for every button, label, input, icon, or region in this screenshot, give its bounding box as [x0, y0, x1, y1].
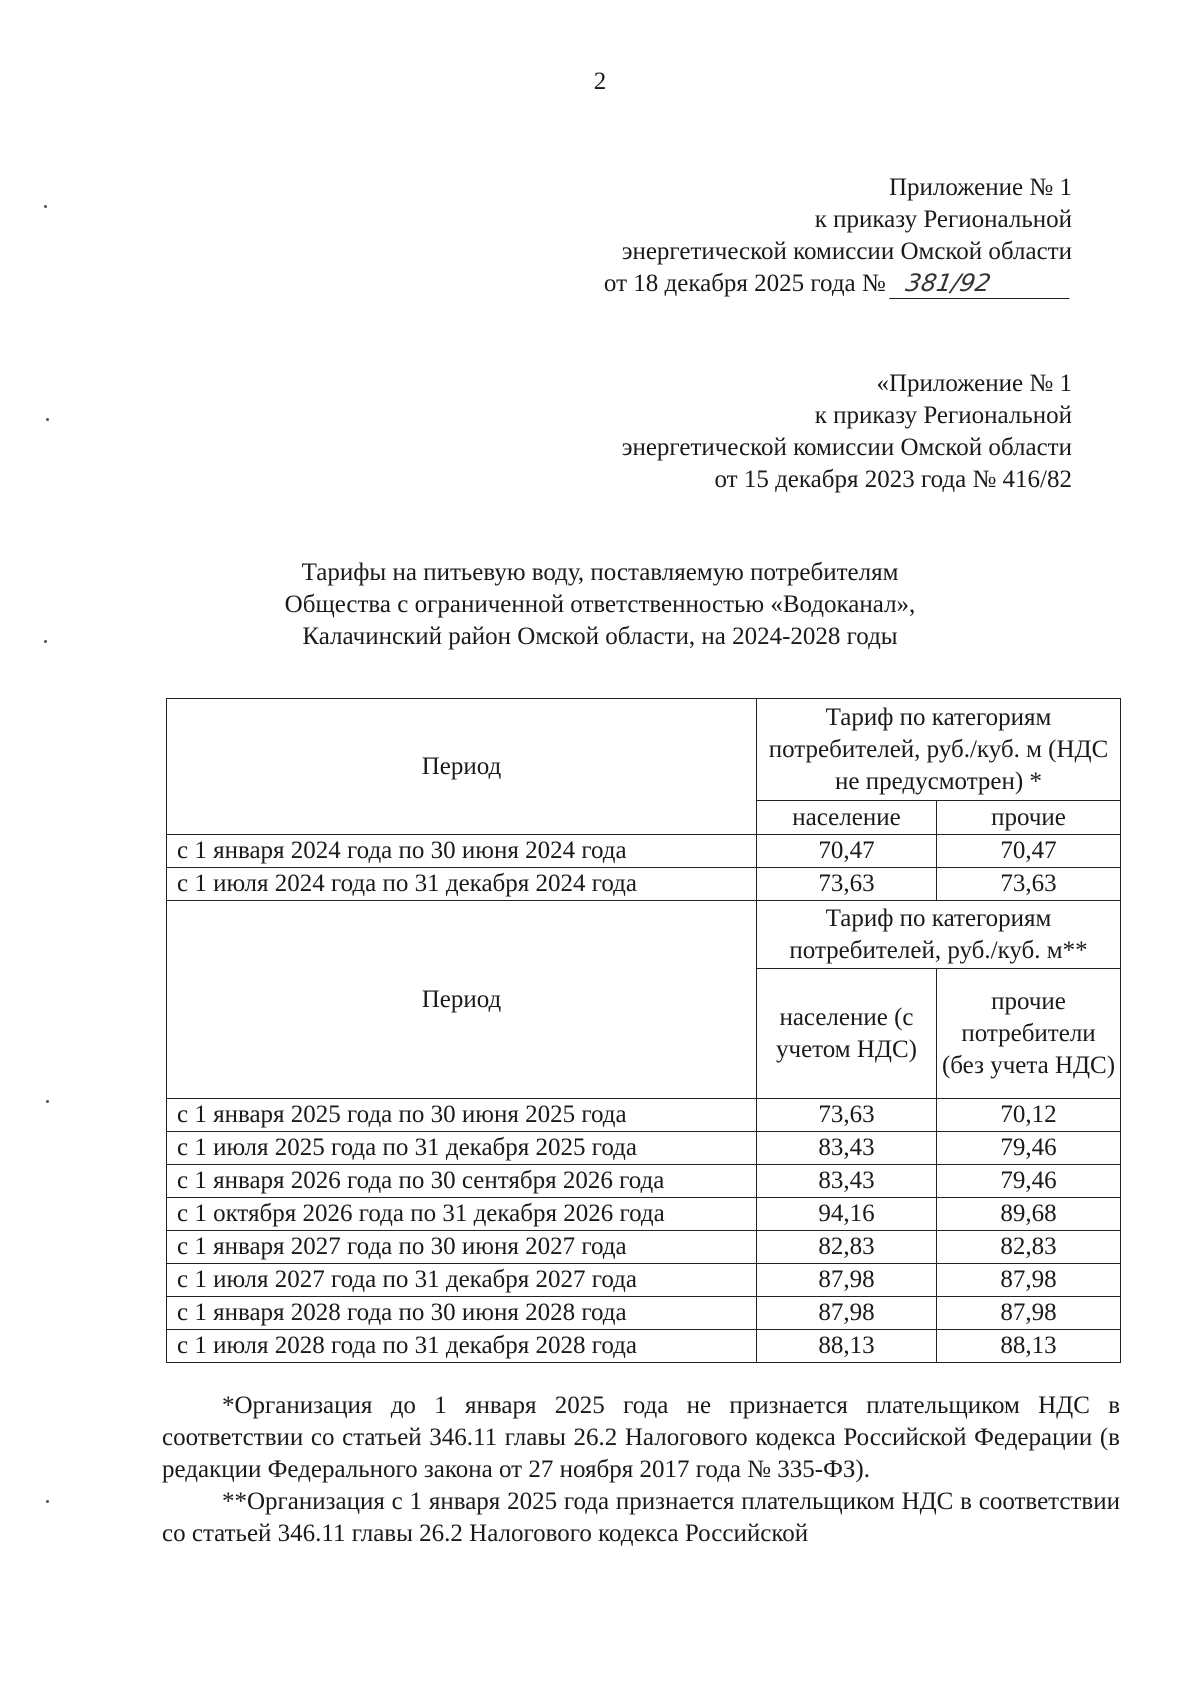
order-date-prefix: от 18 декабря 2025 года № [603, 270, 886, 297]
footnotes [162, 1390, 1120, 1550]
appendix-previous-line2: к приказу Региональной [814, 402, 1072, 429]
scan-speck [46, 418, 49, 421]
table-row [167, 1165, 1121, 1198]
population-tariff-cell: 83,43 [757, 1165, 937, 1198]
population-tariff-cell: 94,16 [757, 1198, 937, 1231]
table-row [167, 868, 1121, 901]
table1-col-population: население [757, 801, 937, 835]
table-row [167, 1330, 1121, 1363]
appendix-previous [622, 368, 1072, 496]
population-tariff-cell: 83,43 [757, 1132, 937, 1165]
table1-col-other: прочие [937, 801, 1121, 835]
appendix-current-line2: к приказу Региональной [814, 206, 1072, 233]
other-tariff-cell: 73,63 [937, 868, 1121, 901]
period-cell: с 1 июля 2027 года по 31 декабря 2027 года [167, 1264, 757, 1297]
table2-header-row [167, 901, 1121, 969]
footnote-2: **Организация с 1 января 2025 года признается плательщиком НДС в соответствии со статьей 346.11 главы 26.2 Налогового кодекса Российской [162, 1488, 1120, 1547]
appendix-current-line1: Приложение № 1 [888, 174, 1072, 201]
other-tariff-cell: 89,68 [937, 1198, 1121, 1231]
other-tariff-cell: 82,83 [937, 1231, 1121, 1264]
other-tariff-cell: 70,12 [937, 1099, 1121, 1132]
period-cell: с 1 января 2024 года по 30 июня 2024 года [167, 835, 757, 868]
table2-col-population: население (с учетом НДС) [757, 969, 937, 1099]
population-tariff-cell: 73,63 [757, 868, 937, 901]
tariff-table [166, 698, 1121, 1363]
page-number: 2 [593, 68, 607, 95]
other-tariff-cell: 87,98 [937, 1264, 1121, 1297]
table-row [167, 1198, 1121, 1231]
period-cell: с 1 января 2025 года по 30 июня 2025 года [167, 1099, 757, 1132]
scan-speck [44, 205, 47, 208]
table-row [167, 835, 1121, 868]
table-row [167, 1099, 1121, 1132]
table1-period-header: Период [167, 699, 757, 835]
document-title [0, 557, 1200, 653]
table2-period-header: Период [167, 901, 757, 1099]
scan-speck [46, 1100, 49, 1103]
table2-col-other: прочие потребители (без учета НДС) [937, 969, 1121, 1099]
population-tariff-cell: 70,47 [757, 835, 937, 868]
appendix-previous-line4: от 15 декабря 2023 года № 416/82 [714, 466, 1072, 493]
title-line3: Калачинский район Омской области, на 2024-2028 годы [302, 623, 898, 650]
appendix-previous-line3: энергетической комиссии Омской области [621, 434, 1072, 461]
scan-speck [46, 1500, 49, 1503]
handwritten-order-number: 381/92 [889, 268, 1074, 299]
period-cell: с 1 января 2028 года по 30 июня 2028 года [167, 1297, 757, 1330]
table2-category-header: Тариф по категориям потребителей, руб./куб. м** [757, 901, 1121, 969]
appendix-previous-line1: «Приложение № 1 [876, 370, 1072, 397]
table-row [167, 1297, 1121, 1330]
other-tariff-cell: 79,46 [937, 1132, 1121, 1165]
population-tariff-cell: 87,98 [757, 1297, 937, 1330]
scan-speck [44, 640, 47, 643]
period-cell: с 1 июля 2025 года по 31 декабря 2025 года [167, 1132, 757, 1165]
appendix-current-line4 [604, 268, 1072, 300]
table1-header-row [167, 699, 1121, 801]
period-cell: с 1 июля 2024 года по 31 декабря 2024 года [167, 868, 757, 901]
period-cell: с 1 октября 2026 года по 31 декабря 2026 года [167, 1198, 757, 1231]
other-tariff-cell: 70,47 [937, 835, 1121, 868]
population-tariff-cell: 87,98 [757, 1264, 937, 1297]
appendix-current-line3: энергетической комиссии Омской области [621, 238, 1072, 265]
other-tariff-cell: 87,98 [937, 1297, 1121, 1330]
table-row [167, 1231, 1121, 1264]
other-tariff-cell: 79,46 [937, 1165, 1121, 1198]
population-tariff-cell: 82,83 [757, 1231, 937, 1264]
population-tariff-cell: 88,13 [757, 1330, 937, 1363]
appendix-current [604, 172, 1072, 300]
period-cell: с 1 июля 2028 года по 31 декабря 2028 года [167, 1330, 757, 1363]
period-cell: с 1 января 2026 года по 30 сентября 2026 года [167, 1165, 757, 1198]
footnote-1: *Организация до 1 января 2025 года не признается плательщиком НДС в соответствии со статьей 346.11 главы 26.2 Налогового кодекса Российской Федерации (в редакции Федерального закона от 27 ноября 2017 года № 335-ФЗ). [162, 1392, 1120, 1483]
table-row [167, 1132, 1121, 1165]
table-row [167, 1264, 1121, 1297]
table1-category-header: Тариф по категориям потребителей, руб./куб. м (НДС не предусмотрен) * [757, 699, 1121, 801]
other-tariff-cell: 88,13 [937, 1330, 1121, 1363]
title-line2: Общества с ограниченной ответственностью «Водоканал», [284, 591, 916, 618]
period-cell: с 1 января 2027 года по 30 июня 2027 года [167, 1231, 757, 1264]
population-tariff-cell: 73,63 [757, 1099, 937, 1132]
title-line1: Тарифы на питьевую воду, поставляемую потребителям [301, 559, 899, 586]
